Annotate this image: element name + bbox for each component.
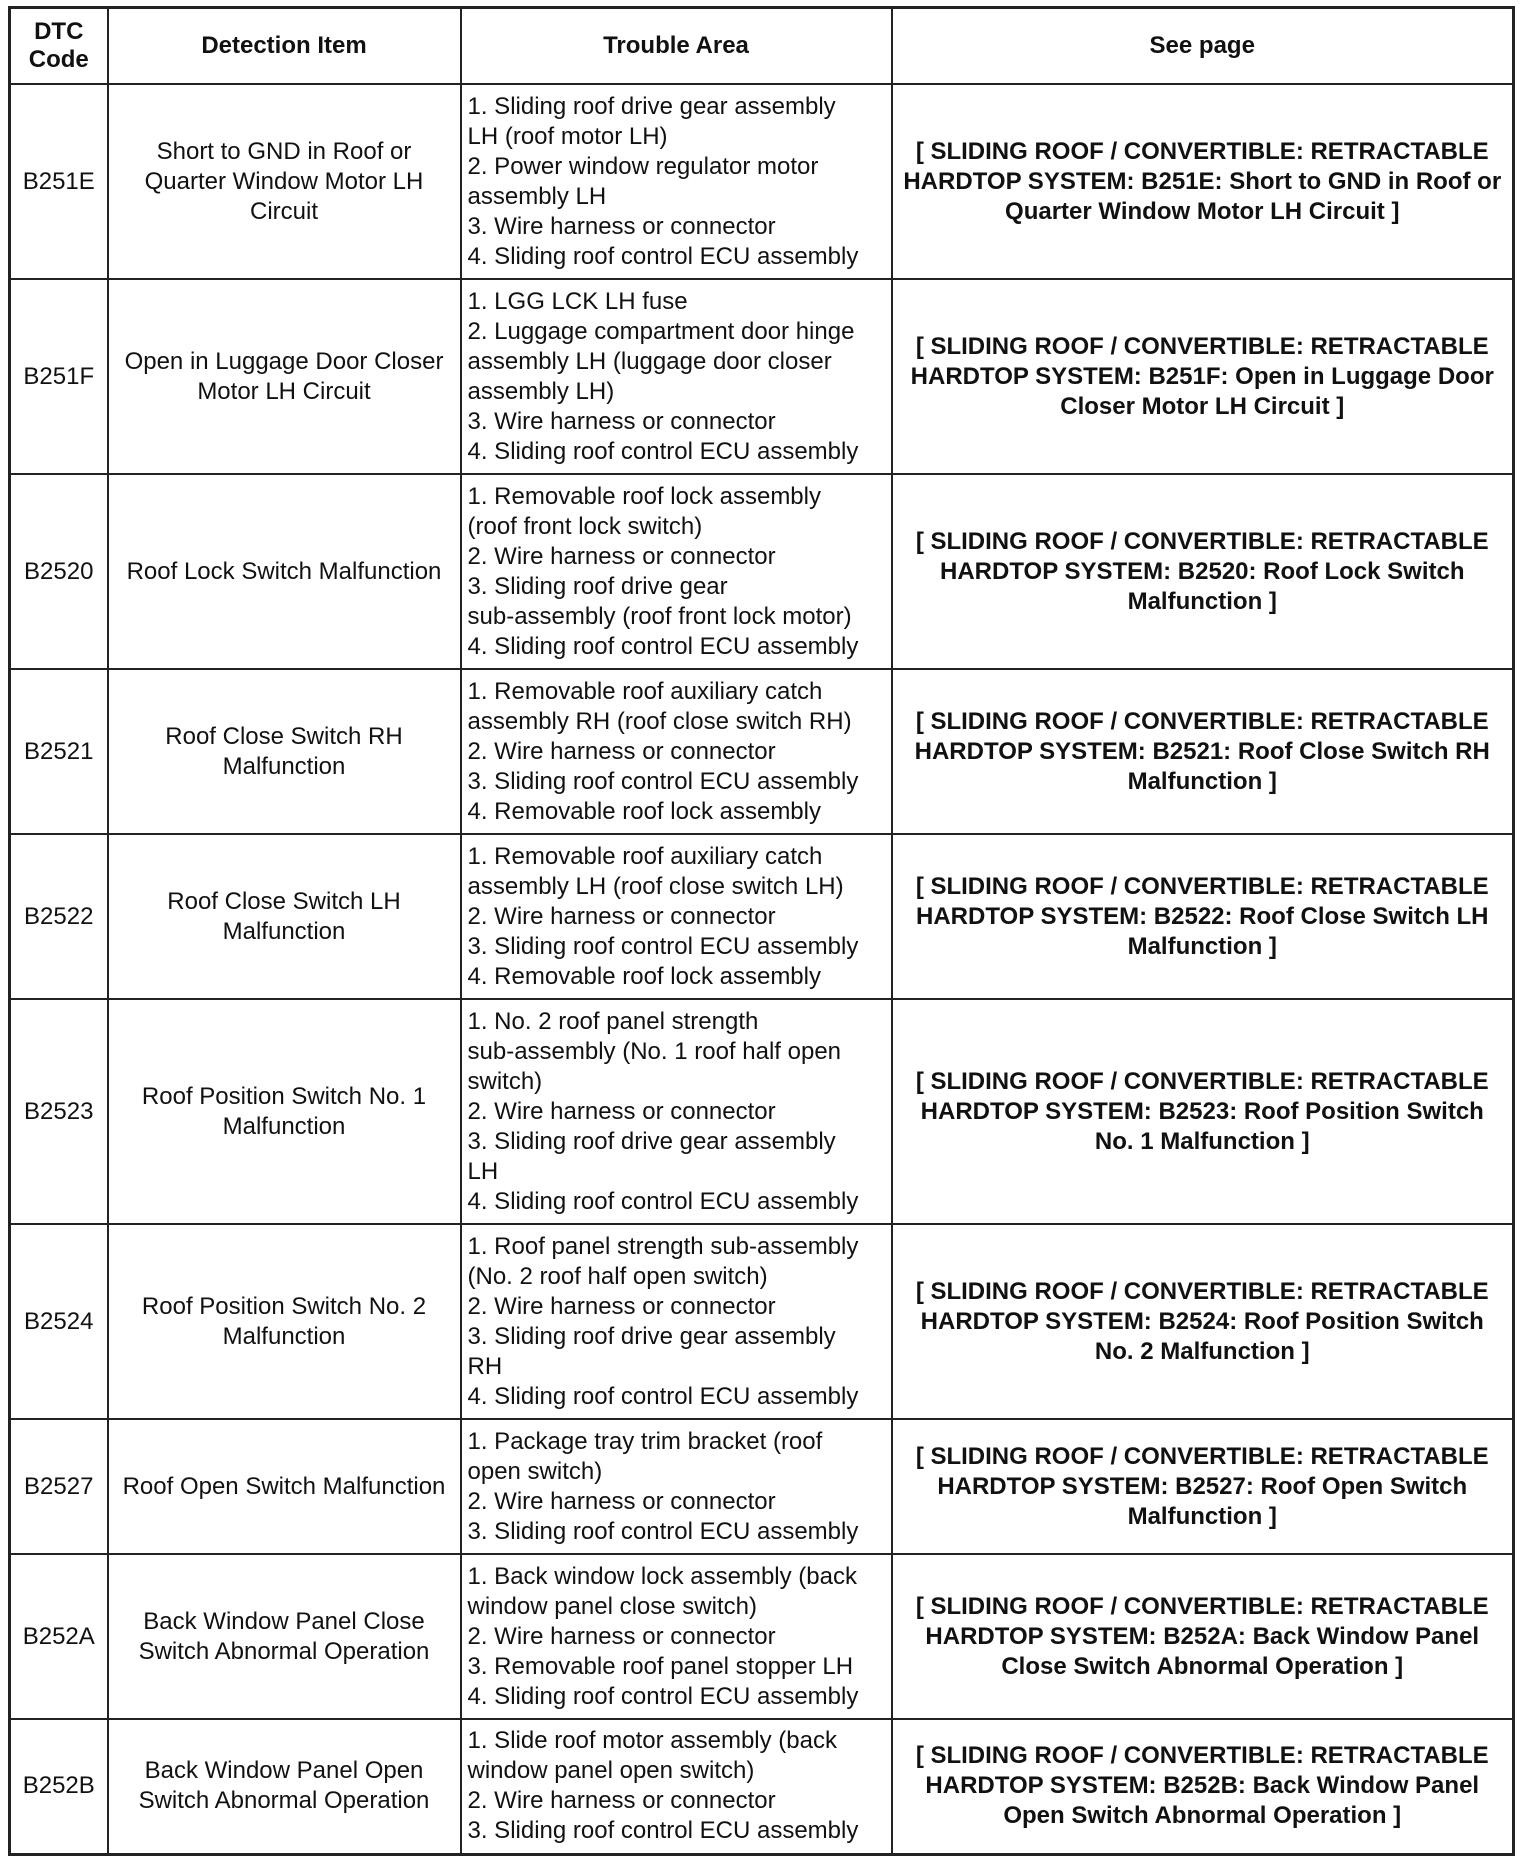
trouble-area-line: RH bbox=[467, 1352, 503, 1380]
trouble-area-line: sub-assembly (roof front lock motor) bbox=[467, 602, 852, 630]
trouble-area-line: 1. Removable roof lock assembly bbox=[467, 482, 821, 510]
see-page-link[interactable]: [ SLIDING ROOF / CONVERTIBLE: RETRACTABLE HARDTOP SYSTEM: B252B: Back Window Panel Open Switch Abnormal Operation ] bbox=[892, 1719, 1514, 1854]
trouble-area-line: sub-assembly (No. 1 roof half open bbox=[467, 1037, 842, 1065]
trouble-area-line: 1. Removable roof auxiliary catch bbox=[467, 842, 823, 870]
trouble-area-cell bbox=[461, 1719, 892, 1854]
trouble-area-line: 4. Sliding roof control ECU assembly bbox=[467, 1382, 859, 1410]
trouble-area-line: (No. 2 roof half open switch) bbox=[467, 1262, 768, 1290]
dtc-table bbox=[8, 6, 1515, 1856]
trouble-area-line: 2. Power window regulator motor bbox=[467, 152, 819, 180]
detection-item-cell: Roof Position Switch No. 1 Malfunction bbox=[108, 999, 461, 1224]
detection-item-cell: Roof Close Switch LH Malfunction bbox=[108, 834, 461, 999]
trouble-area-line: 2. Wire harness or connector bbox=[467, 1097, 776, 1125]
trouble-area-line: 1. No. 2 roof panel strength bbox=[467, 1007, 759, 1035]
header-dtc-label: DTC bbox=[34, 18, 84, 45]
trouble-area-line: 3. Sliding roof control ECU assembly bbox=[467, 1517, 859, 1545]
table-row bbox=[10, 474, 1514, 669]
trouble-area-cell bbox=[461, 1419, 892, 1554]
trouble-area-line: 3. Sliding roof drive gear bbox=[467, 572, 728, 600]
trouble-area-line: 3. Wire harness or connector bbox=[467, 407, 776, 435]
detection-item-cell: Short to GND in Roof or Quarter Window Motor LH Circuit bbox=[108, 84, 461, 279]
trouble-area-line: LH bbox=[467, 1157, 499, 1185]
trouble-area-line: 3. Sliding roof drive gear assembly bbox=[467, 1127, 836, 1155]
trouble-area-line: 3. Sliding roof drive gear assembly bbox=[467, 1322, 836, 1350]
trouble-area-line: 4. Removable roof lock assembly bbox=[467, 797, 821, 825]
trouble-area-cell bbox=[461, 279, 892, 474]
trouble-area-line: 2. Wire harness or connector bbox=[467, 1487, 776, 1515]
trouble-area-cell bbox=[461, 1554, 892, 1719]
detection-item-cell: Roof Close Switch RH Malfunction bbox=[108, 669, 461, 834]
trouble-area-line: 4. Sliding roof control ECU assembly bbox=[467, 242, 859, 270]
trouble-area-cell bbox=[461, 999, 892, 1224]
see-page-link[interactable]: [ SLIDING ROOF / CONVERTIBLE: RETRACTABLE HARDTOP SYSTEM: B251F: Open in Luggage Door Closer Motor LH Circuit ] bbox=[892, 279, 1514, 474]
trouble-area-cell bbox=[461, 474, 892, 669]
dtc-code-cell: B251F bbox=[10, 279, 108, 474]
trouble-area-line: 4. Sliding roof control ECU assembly bbox=[467, 632, 859, 660]
table-row bbox=[10, 834, 1514, 999]
dtc-code-cell: B252A bbox=[10, 1554, 108, 1719]
trouble-area-line: 4. Sliding roof control ECU assembly bbox=[467, 1682, 859, 1710]
trouble-area-cell bbox=[461, 84, 892, 279]
trouble-area-line: 2. Wire harness or connector bbox=[467, 542, 776, 570]
dtc-code-cell: B2522 bbox=[10, 834, 108, 999]
header-trouble-area: Trouble Area bbox=[461, 8, 892, 85]
trouble-area-line: LH (roof motor LH) bbox=[467, 122, 668, 150]
trouble-area-line: assembly LH (roof close switch LH) bbox=[467, 872, 844, 900]
trouble-area-line: 1. Back window lock assembly (back bbox=[467, 1562, 857, 1590]
header-dtc-code bbox=[10, 8, 108, 85]
dtc-code-cell: B2520 bbox=[10, 474, 108, 669]
trouble-area-line: open switch) bbox=[467, 1457, 603, 1485]
table-row bbox=[10, 669, 1514, 834]
dtc-code-cell: B2523 bbox=[10, 999, 108, 1224]
table-row bbox=[10, 1419, 1514, 1554]
table-body bbox=[10, 84, 1514, 1854]
header-see-page: See page bbox=[892, 8, 1514, 85]
trouble-area-line: 1. Slide roof motor assembly (back bbox=[467, 1727, 837, 1755]
trouble-area-line: assembly RH (roof close switch RH) bbox=[467, 707, 852, 735]
detection-item-cell: Back Window Panel Open Switch Abnormal Operation bbox=[108, 1719, 461, 1854]
dtc-code-cell: B2524 bbox=[10, 1224, 108, 1419]
see-page-link[interactable]: [ SLIDING ROOF / CONVERTIBLE: RETRACTABLE HARDTOP SYSTEM: B2520: Roof Lock Switch Malfunction ] bbox=[892, 474, 1514, 669]
trouble-area-line: 4. Removable roof lock assembly bbox=[467, 962, 821, 990]
trouble-area-line: assembly LH (luggage door closer bbox=[467, 347, 832, 375]
table-row bbox=[10, 1719, 1514, 1854]
trouble-area-line: 3. Sliding roof control ECU assembly bbox=[467, 932, 859, 960]
trouble-area-line: (roof front lock switch) bbox=[467, 512, 703, 540]
see-page-link[interactable]: [ SLIDING ROOF / CONVERTIBLE: RETRACTABLE HARDTOP SYSTEM: B251E: Short to GND in Roof or Quarter Window Motor LH Circuit ] bbox=[892, 84, 1514, 279]
trouble-area-line: 2. Luggage compartment door hinge bbox=[467, 317, 855, 345]
trouble-area-cell bbox=[461, 669, 892, 834]
detection-item-cell: Roof Lock Switch Malfunction bbox=[108, 474, 461, 669]
detection-item-cell: Back Window Panel Close Switch Abnormal Operation bbox=[108, 1554, 461, 1719]
dtc-table-container bbox=[8, 6, 1512, 1856]
header-code-label: Code bbox=[28, 46, 89, 73]
trouble-area-line: 2. Wire harness or connector bbox=[467, 1787, 776, 1815]
trouble-area-line: assembly LH) bbox=[467, 377, 615, 405]
header-detection-item: Detection Item bbox=[108, 8, 461, 85]
dtc-code-cell: B252B bbox=[10, 1719, 108, 1854]
header-row bbox=[10, 8, 1514, 85]
trouble-area-line: 3. Sliding roof control ECU assembly bbox=[467, 767, 859, 795]
trouble-area-line: 4. Sliding roof control ECU assembly bbox=[467, 437, 859, 465]
see-page-link[interactable]: [ SLIDING ROOF / CONVERTIBLE: RETRACTABLE HARDTOP SYSTEM: B2521: Roof Close Switch RH Malfunction ] bbox=[892, 669, 1514, 834]
trouble-area-line: 1. Sliding roof drive gear assembly bbox=[467, 92, 836, 120]
trouble-area-line: 3. Wire harness or connector bbox=[467, 212, 776, 240]
detection-item-cell: Roof Position Switch No. 2 Malfunction bbox=[108, 1224, 461, 1419]
trouble-area-line: switch) bbox=[467, 1067, 543, 1095]
trouble-area-line: 1. Package tray trim bracket (roof bbox=[467, 1427, 823, 1455]
table-row bbox=[10, 1554, 1514, 1719]
trouble-area-line: 3. Removable roof panel stopper LH bbox=[467, 1652, 854, 1680]
trouble-area-line: 2. Wire harness or connector bbox=[467, 1292, 776, 1320]
table-row bbox=[10, 279, 1514, 474]
see-page-link[interactable]: [ SLIDING ROOF / CONVERTIBLE: RETRACTABLE HARDTOP SYSTEM: B2523: Roof Position Switch No. 1 Malfunction ] bbox=[892, 999, 1514, 1224]
table-row bbox=[10, 84, 1514, 279]
trouble-area-line: 2. Wire harness or connector bbox=[467, 902, 776, 930]
detection-item-cell: Open in Luggage Door Closer Motor LH Circuit bbox=[108, 279, 461, 474]
dtc-code-cell: B2527 bbox=[10, 1419, 108, 1554]
trouble-area-line: 3. Sliding roof control ECU assembly bbox=[467, 1817, 859, 1845]
trouble-area-line: window panel close switch) bbox=[467, 1592, 757, 1620]
trouble-area-line: assembly LH bbox=[467, 182, 607, 210]
see-page-link[interactable]: [ SLIDING ROOF / CONVERTIBLE: RETRACTABLE HARDTOP SYSTEM: B2522: Roof Close Switch LH Malfunction ] bbox=[892, 834, 1514, 999]
trouble-area-line: 2. Wire harness or connector bbox=[467, 1622, 776, 1650]
see-page-link[interactable]: [ SLIDING ROOF / CONVERTIBLE: RETRACTABLE HARDTOP SYSTEM: B2527: Roof Open Switch Malfunction ] bbox=[892, 1419, 1514, 1554]
table-row bbox=[10, 1224, 1514, 1419]
table-row bbox=[10, 999, 1514, 1224]
trouble-area-cell bbox=[461, 834, 892, 999]
see-page-link[interactable]: [ SLIDING ROOF / CONVERTIBLE: RETRACTABLE HARDTOP SYSTEM: B252A: Back Window Panel Close Switch Abnormal Operation ] bbox=[892, 1554, 1514, 1719]
dtc-code-cell: B2521 bbox=[10, 669, 108, 834]
trouble-area-line: 1. Removable roof auxiliary catch bbox=[467, 677, 823, 705]
detection-item-cell: Roof Open Switch Malfunction bbox=[108, 1419, 461, 1554]
see-page-link[interactable]: [ SLIDING ROOF / CONVERTIBLE: RETRACTABLE HARDTOP SYSTEM: B2524: Roof Position Switch No. 2 Malfunction ] bbox=[892, 1224, 1514, 1419]
dtc-code-cell: B251E bbox=[10, 84, 108, 279]
trouble-area-line: 1. LGG LCK LH fuse bbox=[467, 287, 688, 315]
trouble-area-cell bbox=[461, 1224, 892, 1419]
trouble-area-line: 1. Roof panel strength sub-assembly bbox=[467, 1232, 859, 1260]
trouble-area-line: 4. Sliding roof control ECU assembly bbox=[467, 1187, 859, 1215]
trouble-area-line: 2. Wire harness or connector bbox=[467, 737, 776, 765]
trouble-area-line: window panel open switch) bbox=[467, 1757, 755, 1785]
